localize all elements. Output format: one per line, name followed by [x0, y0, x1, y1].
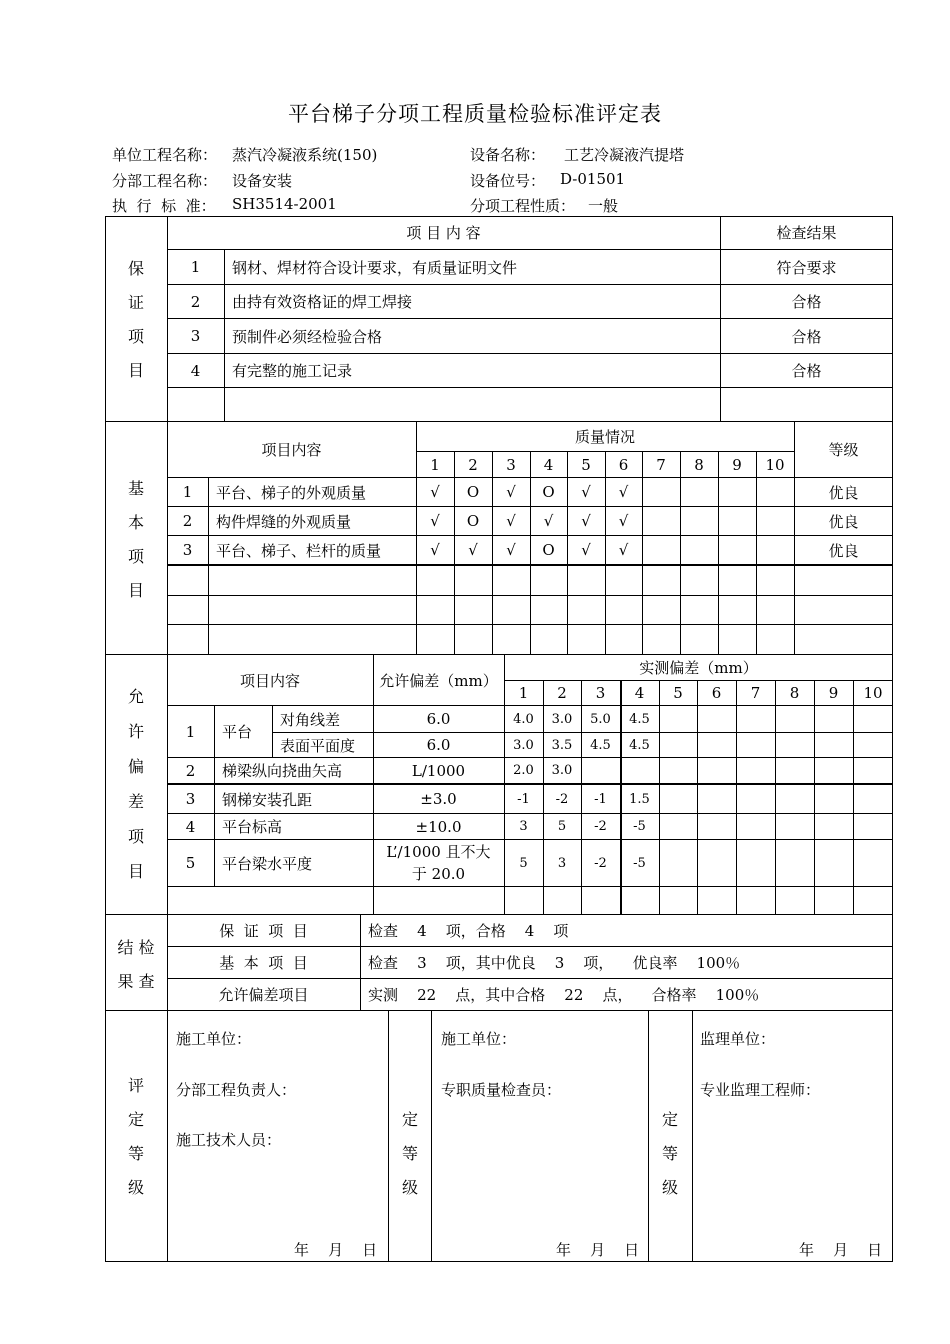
- guarantee-row-no: 1: [190, 258, 201, 276]
- basic-num: 10: [765, 455, 785, 474]
- tolerance-col-allow: 允许偏差（mm）: [379, 671, 498, 690]
- basic-num: 3: [506, 455, 516, 474]
- basic-row-no: 1: [182, 483, 193, 501]
- tolerance-row-item: 梯梁纵向挠曲矢高: [222, 762, 343, 780]
- basic-mark: √: [430, 483, 440, 501]
- result-row-text: 检查 3 项，其中优良 3 项， 优良率 100％: [368, 954, 741, 972]
- tolerance-col-measured: 实测偏差（mm）: [639, 659, 758, 677]
- basic-col-grade: 等级: [828, 441, 859, 459]
- basic-num: 9: [732, 455, 742, 474]
- tolerance-row-allow: ±3.0: [420, 790, 457, 808]
- standard-value: SH3514-2001: [232, 195, 337, 213]
- basic-mark: √: [581, 512, 591, 530]
- rating-mid-label-2: 等: [401, 1144, 418, 1163]
- result-row-text: 检查 4 项，合格 4 项: [368, 922, 569, 940]
- tolerance-num: 7: [750, 684, 761, 702]
- tolerance-num: 1: [518, 684, 529, 702]
- tolerance-row-allow: 6.0: [426, 710, 451, 728]
- tolerance-num: 9: [828, 684, 839, 702]
- tolerance-value: 3: [519, 819, 528, 834]
- tolerance-value: -2: [594, 855, 607, 871]
- basic-mark: √: [468, 541, 478, 559]
- guarantee-row-content: 有完整的施工记录: [232, 362, 353, 380]
- tolerance-row-no: 3: [185, 790, 196, 808]
- tolerance-value: -2: [555, 791, 569, 807]
- basic-side-label-4: 目: [127, 581, 144, 600]
- supervision-unit-label: 监理单位：: [700, 1030, 776, 1048]
- basic-mark: √: [506, 512, 516, 530]
- construction-unit-label-2: 施工单位：: [441, 1030, 517, 1048]
- rating-mid2-label-3: 级: [661, 1178, 678, 1197]
- tolerance-row-item: 对角线差: [280, 710, 341, 729]
- rating-side-label-3: 等: [127, 1144, 144, 1163]
- tolerance-side-label-4: 差: [127, 792, 144, 811]
- basic-row-grade: 优良: [828, 483, 859, 502]
- result-row-text: 实测 22 点，其中合格 22 点， 合格率 100％: [368, 986, 760, 1004]
- basic-col-content: 项目内容: [261, 441, 322, 459]
- basic-side-label-1: 基: [127, 479, 144, 498]
- guarantee-row-content: 预制件必须经检验合格: [232, 327, 383, 346]
- standard-label: 执 行 标 准：: [112, 197, 216, 215]
- tolerance-side-label-3: 偏: [127, 757, 144, 776]
- basic-side-label-2: 本: [127, 513, 144, 532]
- guarantee-col-result: 检查结果: [776, 224, 837, 242]
- basic-row-content: 平台、梯子、栏杆的质量: [216, 541, 382, 560]
- tolerance-value: 5.0: [590, 711, 611, 727]
- tolerance-row-no: 5: [185, 854, 196, 872]
- tolerance-num: 6: [711, 684, 722, 702]
- guarantee-row-content: 钢材、焊材符合设计要求，有质量证明文件: [232, 258, 518, 277]
- tolerance-num: 4: [634, 684, 645, 702]
- rating-mid2-label-2: 等: [661, 1144, 678, 1163]
- tolerance-value: 4.0: [513, 711, 534, 727]
- equipment-no-label: 设备位号：: [470, 172, 546, 190]
- sub-project-value: 设备安装: [232, 172, 293, 190]
- tolerance-row-group: 平台: [222, 723, 253, 741]
- tolerance-value: -5: [633, 855, 646, 871]
- tolerance-row-allow: 6.0: [426, 736, 451, 754]
- tolerance-value: -1: [594, 791, 607, 807]
- tolerance-value: 4.5: [629, 711, 650, 727]
- unit-project-value: 蒸汽冷凝液系统(150): [232, 146, 378, 164]
- guarantee-row-result: 符合要求: [776, 258, 837, 277]
- basic-row-grade: 优良: [828, 512, 859, 531]
- basic-mark: √: [581, 483, 591, 501]
- result-row-label: 允许偏差项目: [218, 986, 309, 1004]
- tolerance-side-label-5: 项: [127, 827, 144, 846]
- guarantee-row-result: 合格: [791, 362, 822, 380]
- basic-num: 2: [468, 455, 478, 474]
- rating-side-label-1: 评: [127, 1076, 144, 1095]
- construction-tech-label: 施工技术人员：: [176, 1131, 282, 1149]
- basic-mark: √: [618, 483, 629, 501]
- tolerance-row-allow: ±10.0: [415, 817, 462, 836]
- basic-mark: √: [543, 512, 554, 530]
- tolerance-value: 5: [519, 855, 528, 871]
- equipment-name-label: 设备名称：: [470, 146, 546, 164]
- tolerance-row-no: 1: [185, 722, 196, 741]
- tolerance-row-no: 4: [185, 817, 196, 836]
- basic-num: 8: [694, 455, 704, 474]
- result-side-label-1: 结 检: [117, 937, 155, 957]
- guarantee-col-content: 项 目 内 容: [406, 224, 481, 242]
- guarantee-side-label-1: 保: [127, 259, 144, 278]
- date-label-2: 年 月 日: [556, 1241, 640, 1259]
- tolerance-col-content: 项目内容: [239, 671, 300, 690]
- basic-num: 5: [581, 455, 591, 474]
- date-label-3: 年 月 日: [799, 1241, 883, 1259]
- sub-project-manager-label: 分部工程负责人：: [176, 1081, 297, 1099]
- basic-num: 7: [656, 455, 666, 474]
- guarantee-row-no: 3: [190, 327, 201, 345]
- guarantee-side-label-2: 证: [127, 293, 144, 312]
- tolerance-side-label-6: 目: [127, 862, 144, 881]
- nature-value: 一般: [588, 197, 619, 215]
- page-title: 平台梯子分项工程质量检验标准评定表: [288, 102, 662, 126]
- tolerance-row-item: 钢梯安装孔距: [222, 790, 313, 809]
- rating-mid2-label-1: 定: [661, 1110, 678, 1129]
- basic-mark: O: [466, 512, 480, 530]
- guarantee-side-label-3: 项: [127, 327, 144, 346]
- basic-mark: √: [506, 483, 516, 501]
- tolerance-row-no: 2: [185, 761, 196, 780]
- basic-row-no: 3: [182, 541, 193, 559]
- basic-mark: √: [430, 541, 440, 559]
- result-row-label: 基 本 项 目: [219, 954, 308, 972]
- basic-mark: √: [618, 541, 629, 559]
- tolerance-value: 3.0: [551, 763, 573, 778]
- tolerance-value: 1.5: [629, 791, 650, 807]
- basic-col-quality: 质量情况: [574, 428, 635, 446]
- tolerance-row-allow: L’/1000 且不大于 20.0: [386, 843, 491, 883]
- guarantee-row-result: 合格: [791, 327, 822, 346]
- basic-mark: O: [542, 483, 555, 501]
- tolerance-row-item: 平台梁水平度: [222, 854, 313, 873]
- tolerance-num: 8: [789, 684, 800, 702]
- guarantee-row-no: 2: [190, 292, 201, 311]
- tolerance-value: -2: [594, 819, 607, 834]
- supervision-engineer-label: 专业监理工程师：: [700, 1081, 821, 1099]
- basic-mark: O: [542, 541, 555, 559]
- equipment-name-value: 工艺冷凝液汽提塔: [564, 146, 685, 164]
- guarantee-row-no: 4: [190, 361, 201, 380]
- tolerance-value: 3.5: [551, 737, 573, 753]
- tolerance-side-label-1: 允: [127, 687, 144, 706]
- sub-project-label: 分部工程名称：: [112, 172, 218, 190]
- quality-inspector-label: 专职质量检查员：: [441, 1081, 562, 1099]
- tolerance-num: 10: [863, 684, 883, 702]
- tolerance-value: -1: [517, 791, 530, 807]
- guarantee-row-content: 由持有效资格证的焊工焊接: [232, 293, 413, 311]
- tolerance-value: -5: [633, 819, 646, 834]
- basic-num: 4: [543, 455, 554, 474]
- guarantee-side-label-4: 目: [127, 361, 144, 380]
- basic-row-content: 平台、梯子的外观质量: [216, 483, 367, 502]
- result-row-label: 保 证 项 目: [219, 922, 308, 940]
- nature-label: 分项工程性质：: [470, 197, 576, 215]
- tolerance-row-item: 平台标高: [222, 818, 283, 836]
- rating-side-label-2: 定: [127, 1110, 144, 1129]
- unit-project-label: 单位工程名称：: [112, 146, 218, 164]
- basic-row-content: 构件焊缝的外观质量: [216, 512, 352, 531]
- tolerance-value: 3.0: [551, 711, 573, 727]
- date-label-1: 年 月 日: [294, 1241, 378, 1259]
- basic-mark: √: [581, 541, 591, 559]
- basic-mark: √: [430, 512, 440, 530]
- basic-num: 6: [618, 455, 629, 474]
- basic-mark: O: [466, 483, 480, 501]
- basic-mark: √: [506, 541, 516, 559]
- tolerance-row-allow: L/1000: [411, 761, 466, 780]
- tolerance-value: 3.0: [513, 737, 534, 753]
- tolerance-num: 3: [595, 684, 606, 702]
- tolerance-value: 4.5: [590, 737, 611, 753]
- tolerance-value: 4.5: [629, 737, 650, 753]
- tolerance-value: 3: [557, 855, 567, 871]
- rating-mid-label-3: 级: [401, 1178, 418, 1197]
- rating-side-label-4: 级: [127, 1178, 144, 1197]
- tolerance-side-label-2: 许: [127, 722, 144, 741]
- basic-mark: √: [618, 512, 629, 530]
- rating-mid-label-1: 定: [401, 1110, 418, 1129]
- result-side-label-2: 果 查: [117, 971, 155, 991]
- basic-row-grade: 优良: [828, 541, 859, 560]
- basic-side-label-3: 项: [127, 547, 144, 566]
- equipment-no-value: D-01501: [560, 170, 626, 188]
- construction-unit-label: 施工单位：: [176, 1030, 252, 1048]
- tolerance-num: 5: [673, 684, 683, 702]
- tolerance-row-item: 表面平面度: [280, 736, 356, 755]
- basic-num: 1: [430, 455, 440, 474]
- tolerance-num: 2: [557, 684, 567, 702]
- tolerance-value: 5: [557, 819, 567, 834]
- basic-row-no: 2: [182, 512, 193, 530]
- guarantee-row-result: 合格: [791, 293, 822, 311]
- tolerance-value: 2.0: [513, 763, 534, 778]
